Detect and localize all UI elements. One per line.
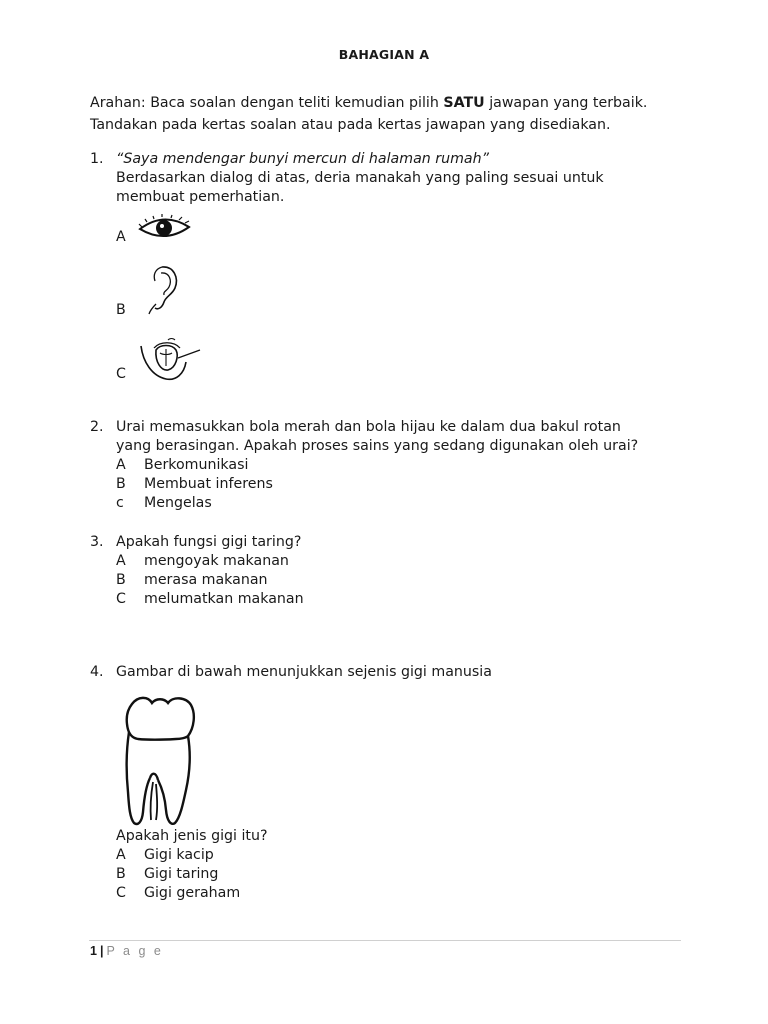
option-text: Mengelas bbox=[144, 495, 212, 511]
instructions-emphasis: SATU bbox=[443, 95, 485, 111]
question-number: 1. bbox=[90, 151, 104, 167]
sub-question: Apakah jenis gigi itu? bbox=[116, 828, 268, 844]
question-text: Berdasarkan dialog di atas, deria manakah yang paling sesuai untuk bbox=[116, 170, 604, 186]
option-letter: C bbox=[116, 885, 126, 901]
footer-separator: | bbox=[99, 944, 104, 958]
page-label: P a g e bbox=[106, 944, 164, 958]
option-a[interactable] bbox=[116, 456, 248, 475]
option-b[interactable] bbox=[116, 475, 273, 494]
footer-divider bbox=[89, 940, 681, 941]
instructions-text-end: jawapan yang terbaik. bbox=[484, 95, 648, 111]
option-text: Gigi geraham bbox=[144, 885, 241, 901]
page-number: 1 bbox=[90, 944, 97, 958]
option-text: Gigi kacip bbox=[144, 847, 214, 863]
question-number: 4. bbox=[90, 664, 104, 680]
question-text: Apakah fungsi gigi taring? bbox=[116, 534, 302, 550]
option-text: merasa makanan bbox=[144, 572, 268, 588]
instructions-text: Arahan: Baca soalan dengan teliti kemudian pilih bbox=[90, 95, 444, 111]
option-text: Berkomunikasi bbox=[144, 457, 249, 473]
instructions-line-1 bbox=[90, 94, 647, 113]
molar-tooth-icon bbox=[120, 692, 200, 826]
section-heading: BAHAGIAN A bbox=[338, 47, 430, 62]
option-letter: C bbox=[116, 366, 126, 382]
option-c[interactable] bbox=[116, 494, 212, 513]
option-letter: c bbox=[116, 495, 124, 511]
question-text: yang berasingan. Apakah proses sains yang sedang digunakan oleh urai? bbox=[116, 438, 639, 454]
option-letter: A bbox=[116, 229, 126, 245]
question-quote: “Saya mendengar bunyi mercun di halaman rumah” bbox=[116, 151, 489, 167]
ear-icon bbox=[144, 264, 182, 316]
option-letter: A bbox=[116, 457, 126, 473]
page-footer bbox=[90, 944, 163, 958]
option-text: melumatkan makanan bbox=[144, 591, 304, 607]
option-a[interactable] bbox=[116, 552, 289, 571]
option-letter: A bbox=[116, 847, 126, 863]
option-letter: C bbox=[116, 591, 126, 607]
option-c[interactable] bbox=[116, 884, 240, 903]
question-number: 3. bbox=[90, 534, 104, 550]
question-text: Urai memasukkan bola merah dan bola hijau ke dalam dua bakul rotan bbox=[116, 419, 621, 435]
question-text: membuat pemerhatian. bbox=[116, 189, 285, 205]
option-b[interactable] bbox=[116, 865, 218, 884]
option-text: Gigi taring bbox=[144, 866, 219, 882]
option-c[interactable] bbox=[116, 590, 304, 609]
option-letter: B bbox=[116, 476, 126, 492]
option-letter: A bbox=[116, 553, 126, 569]
tongue-icon bbox=[138, 336, 204, 386]
question-text: Gambar di bawah menunjukkan sejenis gigi manusia bbox=[116, 664, 492, 680]
option-text: Membuat inferens bbox=[144, 476, 273, 492]
option-b[interactable] bbox=[116, 571, 268, 590]
option-b[interactable] bbox=[116, 301, 144, 320]
option-text: mengoyak makanan bbox=[144, 553, 289, 569]
option-letter: B bbox=[116, 866, 126, 882]
option-letter: B bbox=[116, 572, 126, 588]
question-number: 2. bbox=[90, 419, 104, 435]
eye-icon bbox=[138, 210, 192, 246]
option-letter: B bbox=[116, 302, 126, 318]
option-a[interactable] bbox=[116, 846, 214, 865]
instructions-line-2: Tandakan pada kertas soalan atau pada kertas jawapan yang disediakan. bbox=[90, 117, 611, 133]
